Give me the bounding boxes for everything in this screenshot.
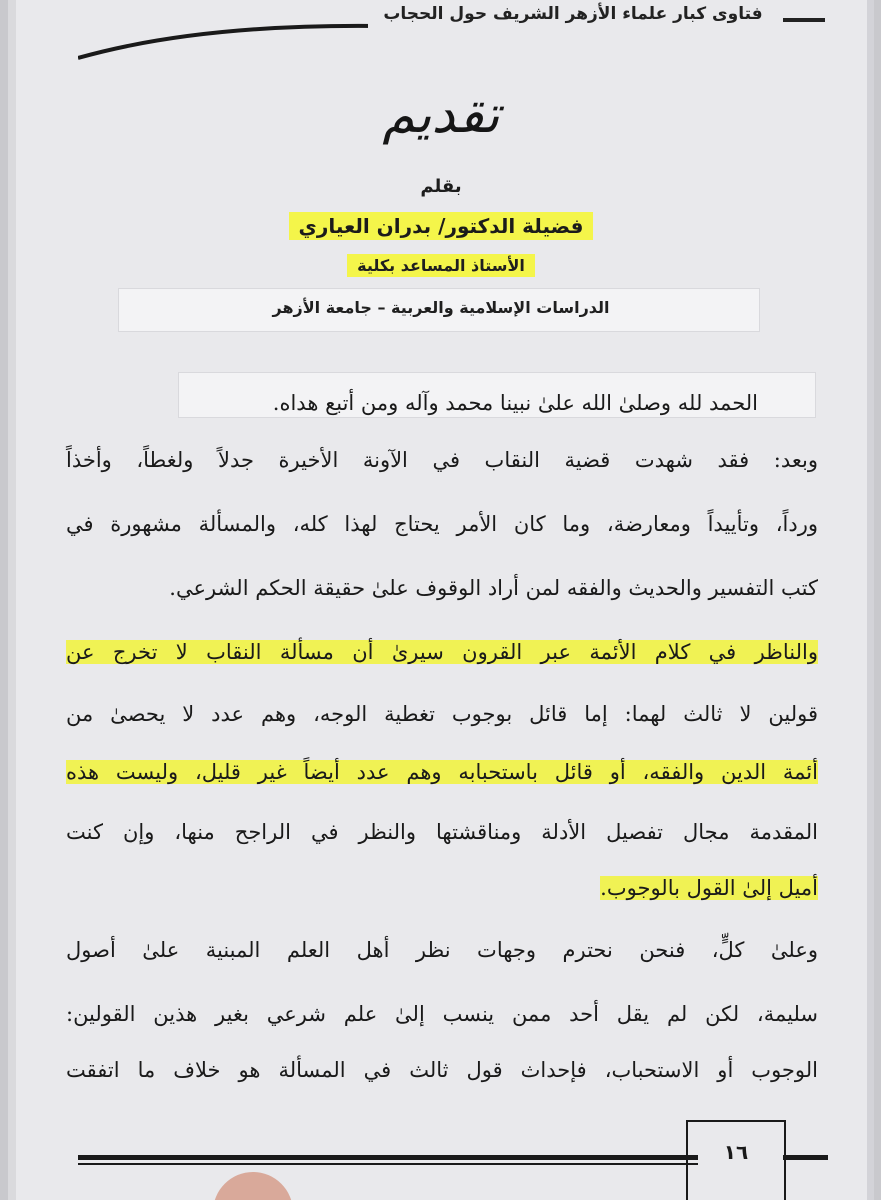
running-title: فتاوى كبار علماء الأزهر الشريف حول الحجاب (368, 0, 778, 30)
body-line-text: أميل إلىٰ القول بالوجوب. (600, 876, 818, 900)
body-line (66, 504, 818, 544)
body-line (66, 994, 818, 1034)
body-line-text: قولين لا ثالث لهما: إما قائل بوجوب تغطية الوجه، وهم عدد لا يحصىٰ من (66, 702, 818, 726)
body-line-text: أئمة الدين والفقه، أو قائل باستحبابه وهم عدد أيضاً غير قليل، وليست هذه (66, 760, 818, 784)
body-line (66, 868, 818, 908)
author-department (8, 298, 874, 317)
thumb (213, 1172, 293, 1200)
body-line-text: والناظر في كلام الأئمة عبر القرون سيرىٰ أن مسألة النقاب لا تخرج عن (66, 640, 818, 664)
body-line-text: وبعد: فقد شهدت قضية النقاب في الآونة الأخيرة جدلاً ولغطاً، وأخذاً (66, 448, 818, 472)
author-position (8, 256, 874, 275)
author-position-text: الأستاذ المساعد بكلية (347, 254, 535, 277)
book-page (8, 0, 874, 1200)
by-label: بقلم (420, 176, 462, 197)
footer-rule-right (783, 1155, 828, 1160)
body-line (66, 930, 818, 970)
body-line (66, 632, 818, 672)
footer-rule (78, 1155, 698, 1160)
body-line (66, 812, 818, 852)
author-name (8, 214, 874, 238)
body-line-text: الوجوب أو الاستحباب، فإحداث قول ثالث في المسألة هو خلاف ما اتفقت (66, 1058, 818, 1082)
footer-rule-thin (78, 1163, 698, 1165)
body-line-text: سليمة، لكن لم يقل أحد ممن ينسب إلىٰ علم شرعي بغير هذين القولين: (66, 1002, 818, 1026)
body-line (66, 752, 818, 792)
page-number: ١٦ (723, 1140, 749, 1164)
body-line-text: كتب التفسير والحديث والفقه لمن أراد الوقوف علىٰ حقيقة الحكم الشرعي. (169, 576, 818, 600)
author-name-text: فضيلة الدكتور/ بدران العياري (289, 212, 594, 240)
body-line-text: وعلىٰ كلٍّ، فنحن نحترم وجهات نظر أهل العلم المبنية علىٰ أصول (66, 938, 818, 962)
author-department-text: الدراسات الإسلامية والعربية – جامعة الأزهر (272, 298, 610, 317)
chapter-title: تقديم (382, 85, 500, 145)
body-line-text: المقدمة مجال تفصيل الأدلة ومناقشتها والنظر في الراجح منها، وإن كنت (66, 820, 818, 844)
body-line-text: ورداً، وتأييداً ومعارضة، وما كان الأمر يحتاج لهذا كله، والمسألة مشهورة في (66, 512, 818, 536)
header-rule (78, 20, 378, 60)
header-dash (783, 18, 825, 22)
body-line (66, 568, 818, 608)
body-line-text: الحمد لله وصلىٰ الله علىٰ نبينا محمد وآله ومن أتبع هداه. (272, 391, 758, 415)
body-line (66, 1050, 818, 1090)
body-line (66, 383, 818, 423)
body-line (66, 694, 818, 734)
body-line (66, 440, 818, 480)
